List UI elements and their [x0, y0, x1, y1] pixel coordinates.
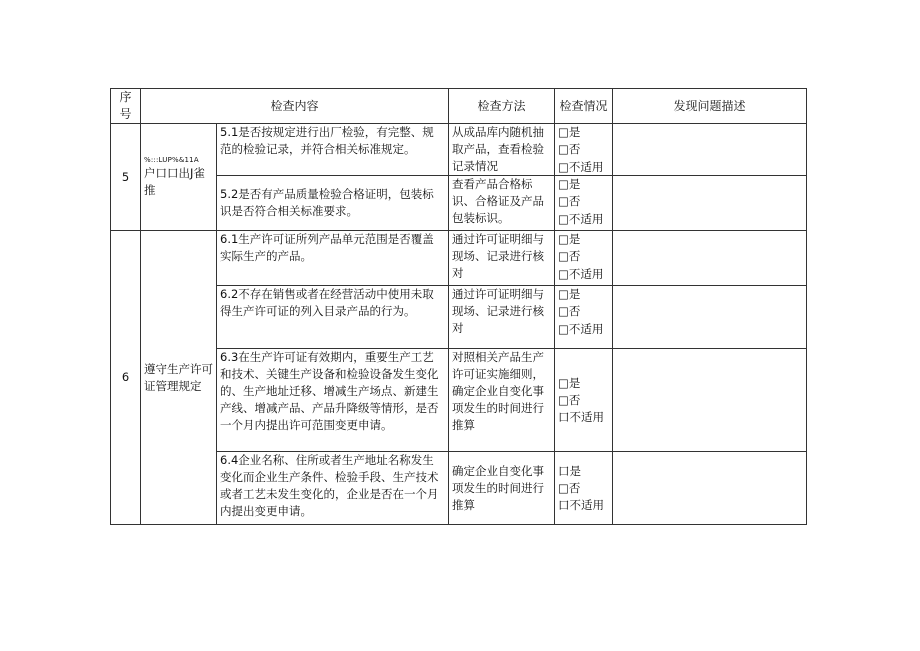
item-5-2: 5.2是否有产品质量检验合格证明，包装标识是否符合相关标准要求。	[217, 176, 449, 231]
checkbox-na[interactable]: □不适用	[558, 212, 604, 226]
checkbox-no[interactable]: □否	[558, 249, 581, 263]
checkbox-na[interactable]: 口不适用	[558, 409, 605, 424]
checkbox-na[interactable]: 口不适用	[558, 497, 605, 512]
checkbox-no[interactable]: □否	[558, 480, 581, 495]
status-5-2	[555, 176, 613, 231]
status-6-2	[555, 286, 613, 349]
category-5-small: %:::LUP%&11A	[144, 155, 199, 164]
checkbox-no[interactable]: □否	[558, 194, 581, 208]
checkbox-yes[interactable]: □是	[558, 125, 581, 139]
checkbox-yes[interactable]: □是	[558, 232, 581, 246]
status-6-3	[555, 349, 613, 452]
header-status: 检查情况	[555, 89, 613, 124]
method-6-3: 对照相关产品生产许可证实施细则，确定企业自变化事项发生的时间进行推算	[449, 349, 555, 452]
status-6-1	[555, 231, 613, 286]
checkbox-yes[interactable]: □是	[558, 177, 581, 191]
inspection-table	[110, 88, 807, 525]
checkbox-na[interactable]: □不适用	[558, 322, 604, 336]
checkbox-no[interactable]: □否	[558, 304, 581, 318]
checkbox-no[interactable]: □否	[558, 392, 581, 407]
desc-5-2[interactable]	[613, 176, 807, 231]
desc-6-2[interactable]	[613, 286, 807, 349]
table-row	[111, 124, 807, 176]
method-6-1: 通过许可证明细与现场、记录进行核对	[449, 231, 555, 286]
desc-6-4[interactable]	[613, 452, 807, 525]
item-6-1: 6.1生产许可证所列产品单元范围是否覆盖实际生产的产品。	[217, 231, 449, 286]
desc-6-1[interactable]	[613, 231, 807, 286]
status-6-4	[555, 452, 613, 525]
seq-5: 5	[111, 124, 141, 231]
checkbox-yes[interactable]: □是	[558, 375, 581, 390]
header-seq: 序号	[111, 89, 141, 124]
method-6-4: 确定企业自变化事项发生的时间进行推算	[449, 452, 555, 525]
category-5	[141, 124, 217, 231]
header-content: 检查内容	[141, 89, 449, 124]
desc-5-1[interactable]	[613, 124, 807, 176]
checkbox-yes[interactable]: 口是	[558, 463, 582, 478]
method-5-1: 从成品库内随机抽取产品，查看检验记录情况	[449, 124, 555, 176]
checkbox-yes[interactable]: □是	[558, 287, 581, 301]
item-6-2: 6.2不存在销售或者在经营活动中使用未取得生产许可证的列入目录产品的行为。	[217, 286, 449, 349]
desc-6-3[interactable]	[613, 349, 807, 452]
table-row	[111, 231, 807, 286]
checkbox-na[interactable]: □不适用	[558, 160, 604, 174]
checkbox-na[interactable]: □不适用	[558, 267, 604, 281]
item-5-1: 5.1是否按规定进行出厂检验，有完整、规范的检验记录，并符合相关标准规定。	[217, 124, 449, 176]
category-6: 遵守生产许可证管理规定	[141, 231, 217, 525]
category-5-main: 户口口出J雀推	[144, 165, 205, 197]
method-6-2: 通过许可证明细与现场、记录进行核对	[449, 286, 555, 349]
header-method: 检查方法	[449, 89, 555, 124]
item-6-3: 6.3在生产许可证有效期内，重要生产工艺和技术、关键生产设备和检验设备发生变化的、生产地址迁移、增减生产场点、新建生产线、增减产品、产品升降级等情形，是否一个月内提出许可范围变更申请。	[217, 349, 449, 452]
checkbox-no[interactable]: □否	[558, 142, 581, 156]
seq-6: 6	[111, 231, 141, 525]
item-6-4: 6.4企业名称、住所或者生产地址名称发生变化而企业生产条件、检验手段、生产技术或者工艺未发生变化的，企业是否在一个月内提出变更申请。	[217, 452, 449, 525]
method-5-2: 查看产品合格标识、合格证及产品包装标识。	[449, 176, 555, 231]
header-desc: 发现问题描述	[613, 89, 807, 124]
header-row	[111, 89, 807, 124]
status-5-1	[555, 124, 613, 176]
